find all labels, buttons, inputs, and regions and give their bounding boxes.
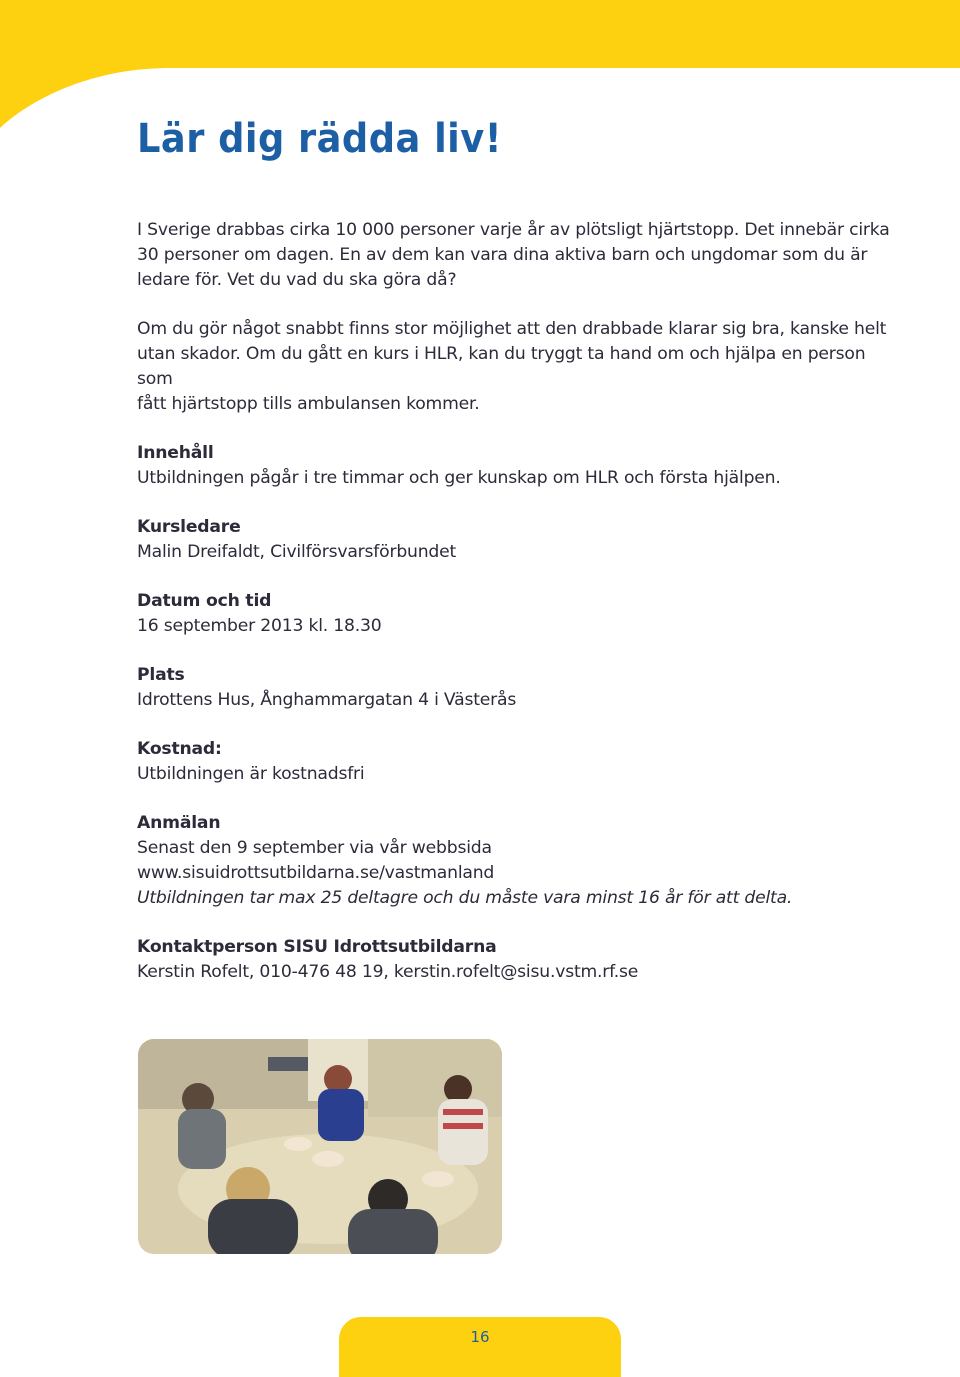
section-text: Utbildningen är kostnadsfri	[137, 764, 365, 784]
section-leader	[137, 515, 897, 565]
section-text: 16 september 2013 kl. 18.30	[137, 616, 382, 636]
page-title: Lär dig rädda liv!	[137, 116, 502, 162]
section-date	[137, 589, 897, 639]
section-content	[137, 441, 897, 491]
page-number-tab	[339, 1317, 621, 1377]
signup-note: Utbildningen tar max 25 deltagre och du måste vara minst 16 år för att delta.	[137, 888, 793, 908]
cpr-training-photo	[138, 1039, 502, 1254]
section-signup	[137, 811, 897, 911]
intro-paragraph-2: Om du gör något snabbt finns stor möjlighet att den drabbade klarar sig bra, kanske helt utan skador. Om du gått en kurs i HLR, kan du tryggt ta hand om och hjälpa en person som fått hjärtstopp tills ambulansen kommer.	[137, 319, 887, 414]
section-label: Kostnad:	[137, 739, 222, 759]
section-label: Plats	[137, 665, 185, 685]
section-label: Anmälan	[137, 813, 221, 833]
section-label: Kursledare	[137, 517, 241, 537]
section-text: Idrottens Hus, Ånghammargatan 4 i Västerås	[137, 690, 517, 710]
section-text: Senast den 9 september via vår webbsida	[137, 838, 492, 858]
section-cost	[137, 737, 897, 787]
section-place	[137, 663, 897, 713]
section-contact	[137, 935, 897, 985]
website-link[interactable]: www.sisuidrottsutbildarna.se/vastmanland	[137, 863, 495, 883]
section-label: Kontaktperson SISU Idrottsutbildarna	[137, 937, 497, 957]
contact-text: Kerstin Rofelt, 010-476 48 19, kerstin.rofelt@sisu.vstm.rf.se	[137, 962, 639, 982]
page-number: 16	[470, 1328, 490, 1346]
section-label: Innehåll	[137, 443, 214, 463]
section-text: Utbildningen pågår i tre timmar och ger kunskap om HLR och första hjälpen.	[137, 468, 781, 488]
section-label: Datum och tid	[137, 591, 272, 611]
intro-paragraph-1: I Sverige drabbas cirka 10 000 personer varje år av plötsligt hjärtstopp. Det innebär cirka 30 personer om dagen. En av dem kan vara dina aktiva barn och ungdomar som du är ledare för. Vet du vad du ska göra då?	[137, 220, 890, 290]
section-text: Malin Dreifaldt, Civilförsvarsförbundet	[137, 542, 457, 562]
document-body	[137, 218, 897, 1009]
